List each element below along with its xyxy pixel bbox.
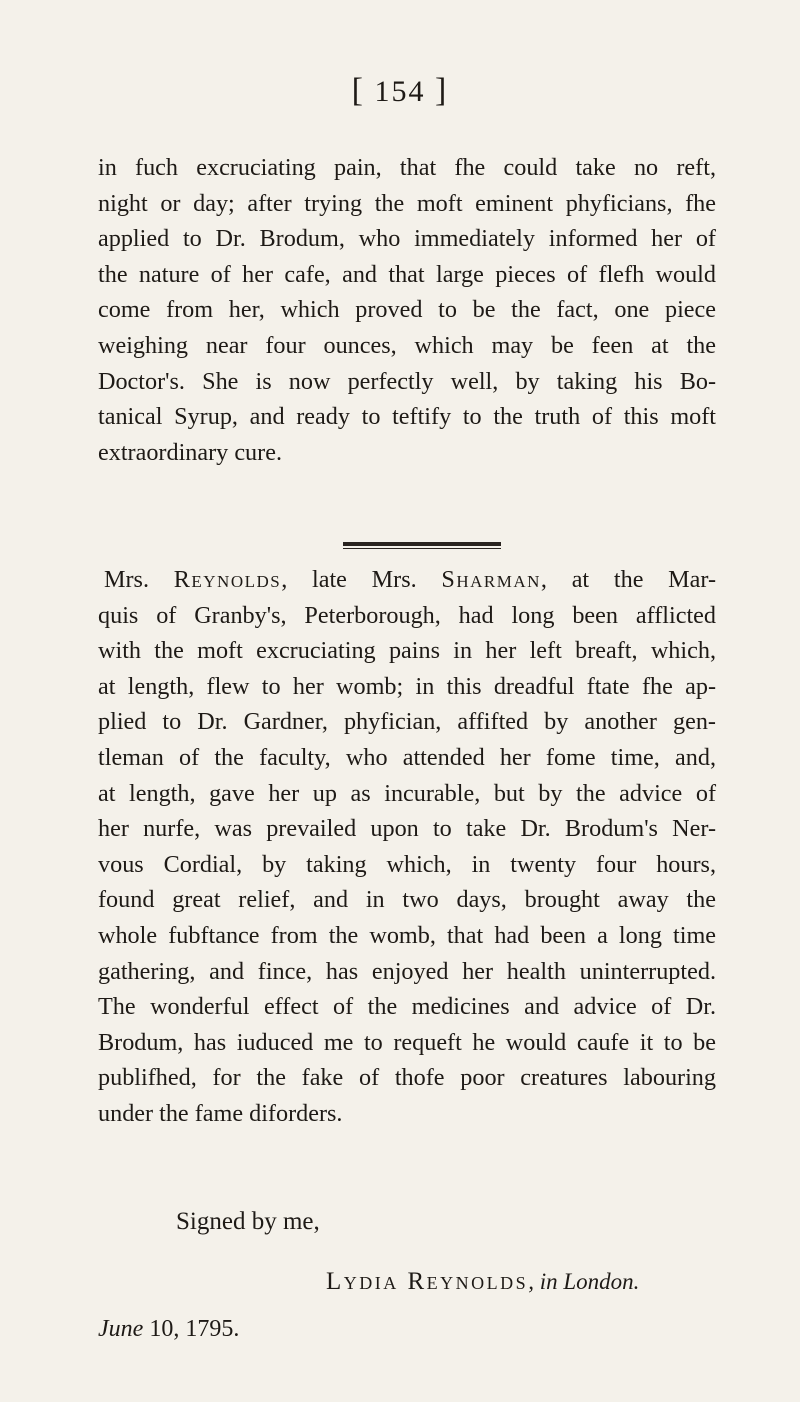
testimonial-paragraph-2 — [98, 562, 716, 1132]
paragraph-1-line: the nature of her cafe, and that large pieces of flefh would — [98, 260, 716, 288]
signatory-place: , in London. — [528, 1269, 640, 1294]
left-bracket: [ — [351, 72, 365, 109]
paragraph-1-line: weighing near four ounces, which may be feen at the — [98, 331, 716, 359]
paragraph-2-line: tleman of the faculty, who attended her fome time, and, — [98, 743, 716, 771]
paragraph-2-line: vous Cordial, by taking which, in twenty four hours, — [98, 850, 716, 878]
section-divider-thin — [343, 548, 501, 549]
date-line — [98, 1316, 239, 1343]
page-number-value: 154 — [374, 75, 426, 108]
paragraph-1-text — [98, 150, 716, 470]
honorific: Mrs. — [104, 566, 150, 593]
paragraph-2-line: Brodum, has iuduced me to requeft he would caufe it to be — [98, 1028, 716, 1056]
paragraph-1-line: applied to Dr. Brodum, who immediately informed her of — [98, 225, 716, 253]
paragraph-2-text — [98, 562, 716, 1132]
paragraph-2-line: publifhed, for the fake of thofe poor creatures labouring — [98, 1064, 716, 1092]
paragraph-2-line: her nurfe, was prevailed upon to take Dr. Brodum's Ner- — [98, 815, 716, 843]
paragraph-2-first-line — [98, 562, 716, 598]
paragraph-2-line: under the fame diforders. — [98, 1099, 343, 1127]
paragraph-1-line: come from her, which proved to be the fact, one piece — [98, 296, 716, 324]
paragraph-1-line: tanical Syrup, and ready to teftify to the truth of this moft — [98, 403, 716, 431]
signature-line — [326, 1268, 639, 1296]
paragraph-1-line: Doctor's. She is now perfectly well, by taking his Bo- — [98, 367, 716, 395]
paragraph-2-line: found great relief, and in two days, brought away the — [98, 886, 716, 914]
paragraph-2-line: quis of Granby's, Peterborough, had long been afflicted — [98, 601, 716, 629]
at-the-mar-text: , at the Mar- — [540, 566, 717, 593]
testimonial-paragraph-1 — [98, 150, 716, 470]
section-divider-thick — [343, 542, 501, 546]
page-number — [0, 72, 800, 110]
right-bracket: ] — [435, 72, 449, 109]
paragraph-2-line: plied to Dr. Gardner, phyfician, affifted by another gen- — [98, 708, 716, 736]
signatory-name: Lydia Reynolds — [326, 1268, 529, 1295]
signed-by-line: Signed by me, — [176, 1208, 320, 1235]
paragraph-1-line: extraordinary cure. — [98, 438, 282, 466]
paragraph-2-line: gathering, and fince, has enjoyed her health uninterrupted. — [98, 957, 716, 985]
surname-reynolds: Reynolds — [173, 566, 282, 593]
surname-sharman: Sharman — [441, 566, 541, 593]
paragraph-1-line: night or day; after trying the moft eminent phyficians, fhe — [98, 189, 716, 217]
date-rest: 10, 1795. — [143, 1316, 240, 1342]
paragraph-2-line: whole fubftance from the womb, that had been a long time — [98, 921, 716, 949]
paragraph-2-line: The wonderful effect of the medicines and advice of Dr. — [98, 993, 716, 1021]
paragraph-1-line: in fuch excruciating pain, that fhe could take no reft, — [98, 154, 716, 181]
paragraph-2-line: at length, flew to her womb; in this dreadful ftate fhe ap- — [98, 672, 716, 700]
paragraph-2-line: with the moft excruciating pains in her left breaft, which, — [98, 637, 716, 665]
date-month: June — [98, 1316, 144, 1342]
late-mrs-text: , late Mrs. — [281, 566, 417, 593]
paragraph-2-line: at length, gave her up as incurable, but by the advice of — [98, 779, 716, 807]
